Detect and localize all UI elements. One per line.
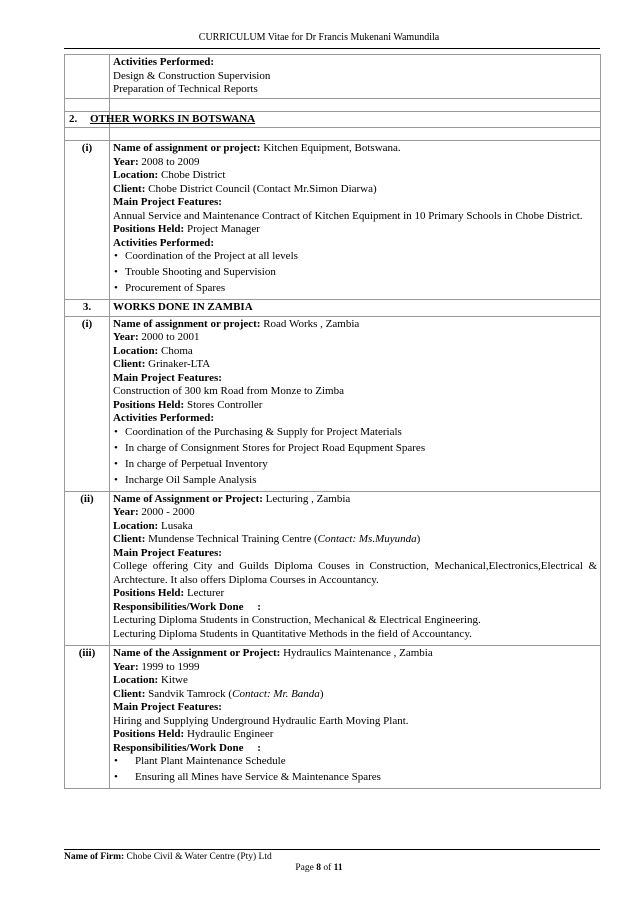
project-location-line: Location: Chobe District [113,169,226,181]
header-rule [64,48,600,49]
project-name-line: Name of assignment or project: Kitchen Equipment, Botswana. [113,142,401,154]
project-row [65,646,601,789]
section-heading-row [65,111,601,128]
list-item: • In charge of Consignment Stores for Project Road Equpment Spares [113,442,597,456]
list-item: • Procurement of Spares [113,282,597,296]
project-year-line: Year: 2000 - 2000 [113,506,195,518]
section-title: WORKS DONE IN ZAMBIA [110,300,601,317]
project-row [65,316,601,491]
project-location-line: Location: Lusaka [113,519,193,532]
list-item: • Trouble Shooting and Supervision [113,266,597,280]
project-features-label: Main Project Features: [113,371,222,384]
project-details [110,491,601,646]
project-features-text: Construction of 300 km Road from Monze to Zimba [113,385,344,397]
project-location-line: Location: Kitwe [113,674,188,686]
project-year-line: Year: 2008 to 2009 [113,155,200,168]
activities-list [113,250,597,296]
list-item: • Plant Plant Maintenance Schedule [113,755,597,769]
project-client-line: Client: Grinaker-LTA [113,358,211,370]
project-index: (i) [65,316,110,491]
project-year-line: Year: 1999 to 1999 [113,660,200,673]
project-features-label: Main Project Features: [113,701,222,713]
footer-rule [64,849,600,850]
project-activities-label: Activities Performed: [113,412,215,424]
project-positions-line: Positions Held: Lecturer [113,587,225,599]
project-index: (ii) [65,491,110,646]
spacer-row [65,128,601,141]
project-features-label: Main Project Features: [113,546,222,559]
document-header: CURRICULUM Vitae for Dr Francis Mukenani Wamundila [198,32,440,43]
firm-name: Name of Firm: Chobe Civil & Water Centre (Pty) Ltd [64,852,272,862]
project-location-line: Location: Choma [113,344,193,357]
project-details [110,141,601,300]
activity-line: Preparation of Technical Reports [113,83,258,95]
project-index: (iii) [65,646,110,789]
project-row [65,141,601,300]
project-details [110,316,601,491]
responsibility-line: Lecturing Diploma Students in Quantitative Methods in the field of Accountancy. [113,627,472,640]
section-number: 2. [65,111,110,128]
section-number: 3. [65,300,110,317]
project-name-line: Name of assignment or project: Road Works , Zambia [113,317,360,330]
continuation-row [65,55,601,99]
activities-list [113,426,597,488]
section-title: OTHER WORKS IN BOTSWANA [90,112,256,125]
project-features-text: College offering City and Guilds Diploma Couses in Construction, Mechanical,Electronics,Electrical & Archtecture. It also offers Diploma Courses in Accountancy. [113,560,597,586]
spacer-row [65,98,601,111]
continuation-content [110,55,601,99]
project-name-line: Name of the Assignment or Project: Hydraulics Maintenance , Zambia [113,647,433,659]
responsibilities-list [113,755,597,785]
project-name-line: Name of Assignment or Project: Lecturing , Zambia [113,492,351,505]
project-details [110,646,601,789]
responsibilities-label: Responsibilities/Work Done : [113,600,261,613]
project-positions-line: Positions Held: Stores Controller [113,398,263,411]
project-client-line: Client: Sandvik Tamrock (Contact: Mr. Banda) [113,687,324,700]
project-row [65,491,601,646]
index-cell [65,55,110,99]
responsibilities-label: Responsibilities/Work Done : [113,741,261,754]
project-year-line: Year: 2000 to 2001 [113,331,200,343]
project-index: (i) [65,141,110,300]
section-title-cell [90,111,601,128]
activity-line: Design & Construction Supervision [113,69,271,82]
project-activities-label: Activities Performed: [113,236,215,249]
section-heading-row [65,300,601,317]
list-item: • Incharge Oil Sample Analysis [113,474,597,488]
project-positions-line: Positions Held: Project Manager [113,223,260,235]
list-item: • Coordination of the Purchasing & Supply for Project Materials [113,426,597,440]
list-item: • Coordination of the Project at all levels [113,250,597,264]
project-features-text: Hiring and Supplying Underground Hydraulic Earth Moving Plant. [113,714,409,727]
project-positions-line: Positions Held: Hydraulic Engineer [113,728,274,740]
project-client-line: Client: Chobe District Council (Contact Mr.Simon Diarwa) [113,182,377,195]
project-features-label: Main Project Features: [113,196,222,208]
list-item: • Ensuring all Mines have Service & Maintenance Spares [113,771,597,785]
cv-table [64,54,601,789]
responsibility-line: Lecturing Diploma Students in Construction, Mechanical & Electrical Engineering. [113,614,481,626]
project-client-line: Client: Mundense Technical Training Centre (Contact: Ms.Muyunda) [113,533,421,545]
project-features-text: Annual Service and Maintenance Contract of Kitchen Equipment in 10 Primary Schools in Chobe District. [113,209,583,222]
list-item: • In charge of Perpetual Inventory [113,458,597,472]
activities-label: Activities Performed: [113,56,215,68]
page-number: Page 8 of 11 [295,863,343,873]
